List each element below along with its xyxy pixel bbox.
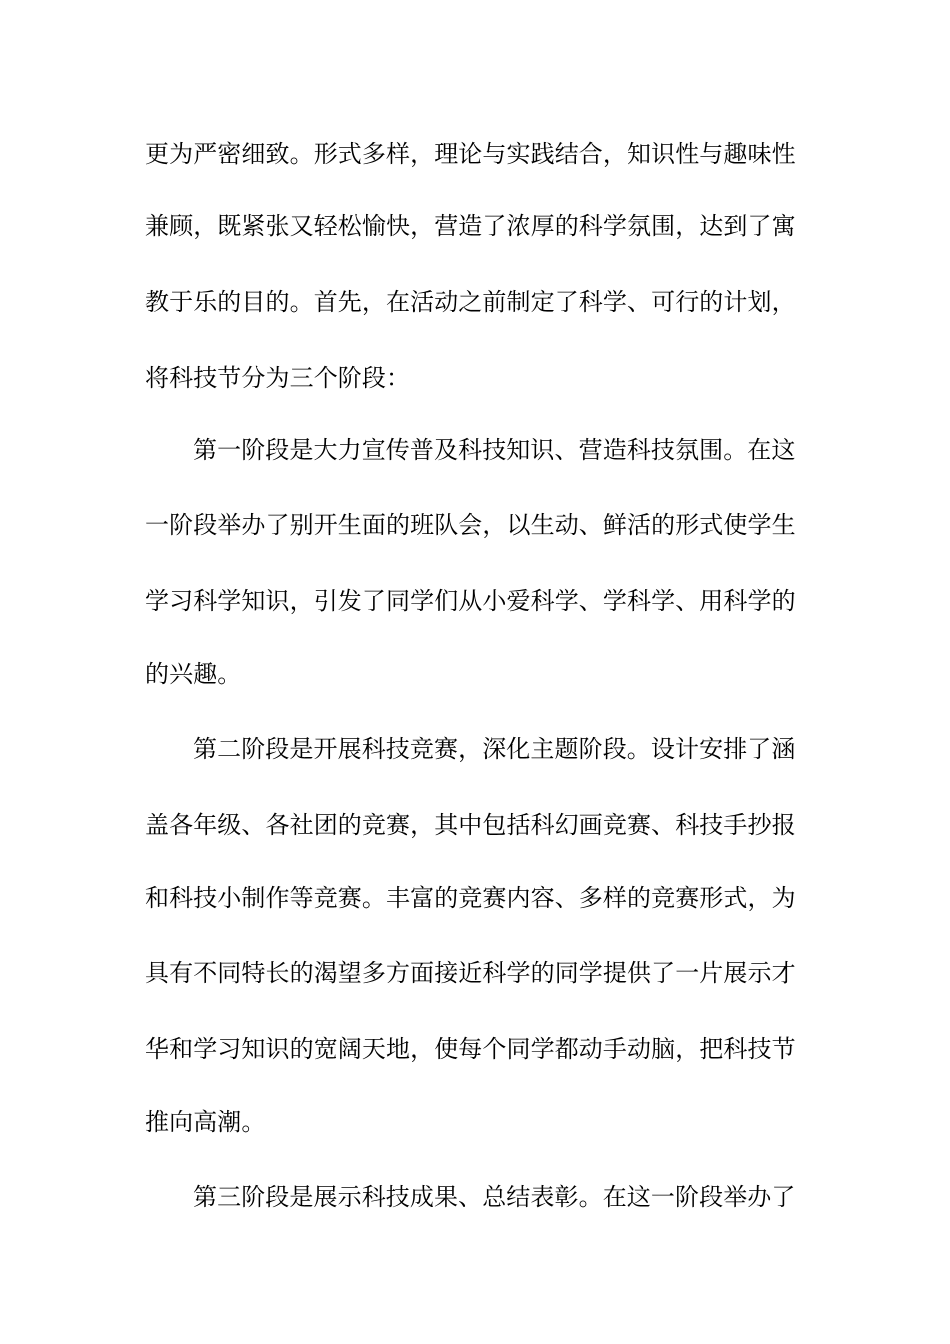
text-line: 教于乐的目的。首先，在活动之前制定了科学、可行的计划， (145, 288, 796, 316)
paragraph-first-line: 第一阶段是大力宣传普及科技知识、营造科技氛围。在这 (193, 436, 796, 464)
text-line: 的兴趣。 (145, 660, 242, 688)
text-line: 学习科学知识，引发了同学们从小爱科学、学科学、用科学的 (145, 587, 796, 615)
text-line: 推向高潮。 (145, 1108, 266, 1136)
text-line: 盖各年级、各社团的竞赛，其中包括科幻画竞赛、科技手抄报 (145, 811, 796, 839)
text-line: 将科技节分为三个阶段： (145, 364, 411, 392)
text-line: 更为严密细致。形式多样，理论与实践结合，知识性与趣味性 (145, 140, 796, 168)
text-line: 华和学习知识的宽阔天地，使每个同学都动手动脑，把科技节 (145, 1035, 796, 1063)
text-line: 和科技小制作等竞赛。丰富的竞赛内容、多样的竞赛形式，为 (145, 884, 796, 912)
text-line: 兼顾，既紧张又轻松愉快，营造了浓厚的科学氛围，达到了寓 (145, 212, 796, 240)
paragraph-first-line: 第三阶段是展示科技成果、总结表彰。在这一阶段举办了 (193, 1183, 796, 1211)
text-line: 一阶段举办了别开生面的班队会，以生动、鲜活的形式使学生 (145, 511, 796, 539)
paragraph-first-line: 第二阶段是开展科技竞赛，深化主题阶段。设计安排了涵 (193, 735, 796, 763)
text-line: 具有不同特长的渴望多方面接近科学的同学提供了一片展示才 (145, 959, 796, 987)
